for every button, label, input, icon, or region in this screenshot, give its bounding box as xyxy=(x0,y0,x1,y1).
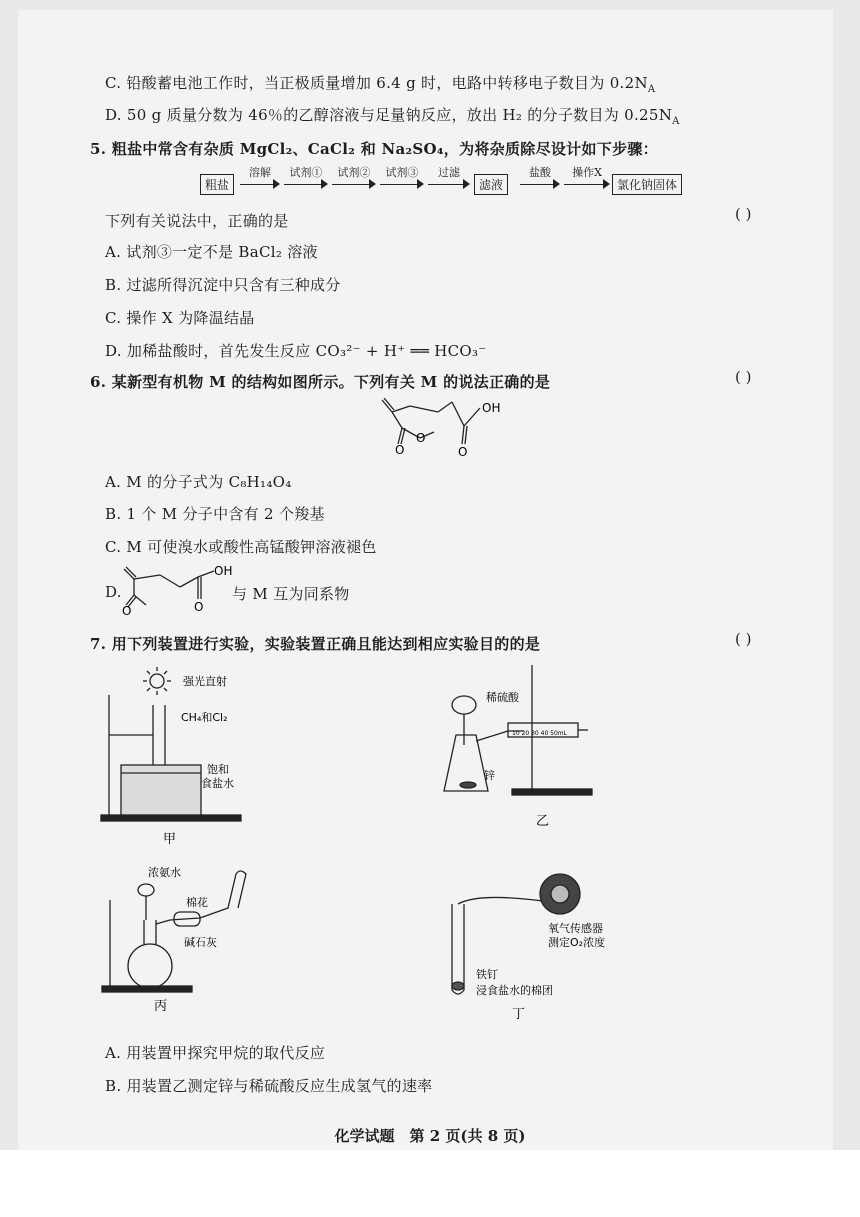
q7-answer-paren: ( ) xyxy=(735,630,752,648)
apparatus-yi xyxy=(432,665,612,830)
flow-end-box: 氯化钠固体 xyxy=(612,174,682,195)
q7-option-b: B. 用装置乙测定锌与稀硫酸反应生成氢气的速率 xyxy=(105,1077,433,1095)
svg-text:碱石灰: 碱石灰 xyxy=(184,936,217,949)
q6-stem: 6. 某新型有机物 M 的结构如图所示。下列有关 M 的说法正确的是 xyxy=(90,373,551,391)
o-label-1: O xyxy=(395,443,405,457)
q5-flowchart xyxy=(200,166,690,196)
flow-arrow-4: 试剂③ xyxy=(380,174,424,186)
flow-arrow-1: 溶解 xyxy=(240,174,280,186)
q5-stem: 5. 粗盐中常含有杂质 MgCl₂、CaCl₂ 和 Na₂SO₄，为将杂质除尽设计如下步骤： xyxy=(90,140,658,158)
svg-text:铁钉: 铁钉 xyxy=(476,968,498,981)
flow-arrow-3: 试剂② xyxy=(332,174,376,186)
flow-arrow-7: 操作X xyxy=(564,174,610,186)
apparatus-bing xyxy=(100,860,270,1020)
bottom-margin xyxy=(0,1150,860,1217)
apparatus-jia xyxy=(95,665,265,855)
svg-text:强光直射: 强光直射 xyxy=(183,675,227,688)
q5-prompt: 下列有关说法中，正确的是 xyxy=(105,212,289,230)
svg-text:丙: 丙 xyxy=(154,999,168,1014)
o-label-2: O xyxy=(458,445,468,459)
svg-text:O: O xyxy=(122,604,132,615)
svg-text:浓氨水: 浓氨水 xyxy=(148,866,181,879)
q5-option-c: C. 操作 X 为降温结晶 xyxy=(105,309,255,327)
flow-arrow-6: 盐酸 xyxy=(520,174,560,186)
svg-text:氧气传感器: 氧气传感器 xyxy=(548,922,603,935)
flow-start-box: 粗盐 xyxy=(200,174,234,195)
svg-text:稀硫酸: 稀硫酸 xyxy=(486,691,519,704)
flow-arrow-5: 过滤 xyxy=(428,174,470,186)
q5-option-a: A. 试剂③一定不是 BaCl₂ 溶液 xyxy=(105,243,318,261)
q6-option-d-suffix: 与 M 互为同系物 xyxy=(232,585,350,603)
q5-answer-paren: ( ) xyxy=(735,205,752,223)
svg-text:浸食盐水的棉团: 浸食盐水的棉团 xyxy=(476,984,553,997)
molecule-m-structure xyxy=(380,398,510,460)
option-d-oh-label: OH xyxy=(214,565,232,578)
q7-stem: 7. 用下列装置进行实验，实验装置正确且能达到相应实验目的的是 xyxy=(90,635,541,653)
page-footer: 化学试题 第 2 页(共 8 页) xyxy=(334,1127,526,1145)
option-d-molecule xyxy=(122,565,232,615)
svg-text:测定O₂浓度: 测定O₂浓度 xyxy=(548,936,606,949)
svg-text:饱和: 饱和 xyxy=(207,763,229,776)
q4-option-d: D. 50 g 质量分数为 46％的乙醇溶液与足量钠反应，放出 H₂ 的分子数目为 $0.25N_A$ xyxy=(105,106,680,127)
q6-answer-paren: ( ) xyxy=(735,368,752,386)
q6-option-d-prefix: D. xyxy=(105,583,122,601)
q6-option-a: A. M 的分子式为 C₈H₁₄O₄ xyxy=(105,473,292,491)
svg-text:棉花: 棉花 xyxy=(186,896,208,909)
svg-text:甲: 甲 xyxy=(163,832,177,847)
q5-option-d: D. 加稀盐酸时，首先发生反应 CO₃²⁻ + H⁺ ══ HCO₃⁻ xyxy=(105,342,487,360)
q4-option-c: C. 铅酸蓄电池工作时，当正极质量增加 6.4 g 时，电路中转移电子数目为 $0.2N_A$ xyxy=(105,74,656,95)
svg-text:10 20 30 40 50mL: 10 20 30 40 50mL xyxy=(512,730,567,737)
apparatus-ding xyxy=(440,862,640,1022)
svg-text:乙: 乙 xyxy=(536,814,550,829)
flow-mid-box: 滤液 xyxy=(474,174,508,195)
svg-text:O: O xyxy=(194,600,204,614)
q6-option-b: B. 1 个 M 分子中含有 2 个羧基 xyxy=(105,505,325,523)
q6-option-c: C. M 可使溴水或酸性高锰酸钾溶液褪色 xyxy=(105,538,377,556)
svg-text:CH₄和Cl₂: CH₄和Cl₂ xyxy=(181,711,228,724)
svg-text:食盐水: 食盐水 xyxy=(201,777,234,790)
svg-text:锌: 锌 xyxy=(484,769,495,782)
q5-option-b: B. 过滤所得沉淀中只含有三种成分 xyxy=(105,276,341,294)
flow-arrow-2: 试剂① xyxy=(284,174,328,186)
q7-option-a: A. 用装置甲探究甲烷的取代反应 xyxy=(105,1044,326,1062)
o-label-3: O xyxy=(416,431,426,445)
svg-text:丁: 丁 xyxy=(512,1007,526,1022)
oh-label: OH xyxy=(482,401,501,415)
